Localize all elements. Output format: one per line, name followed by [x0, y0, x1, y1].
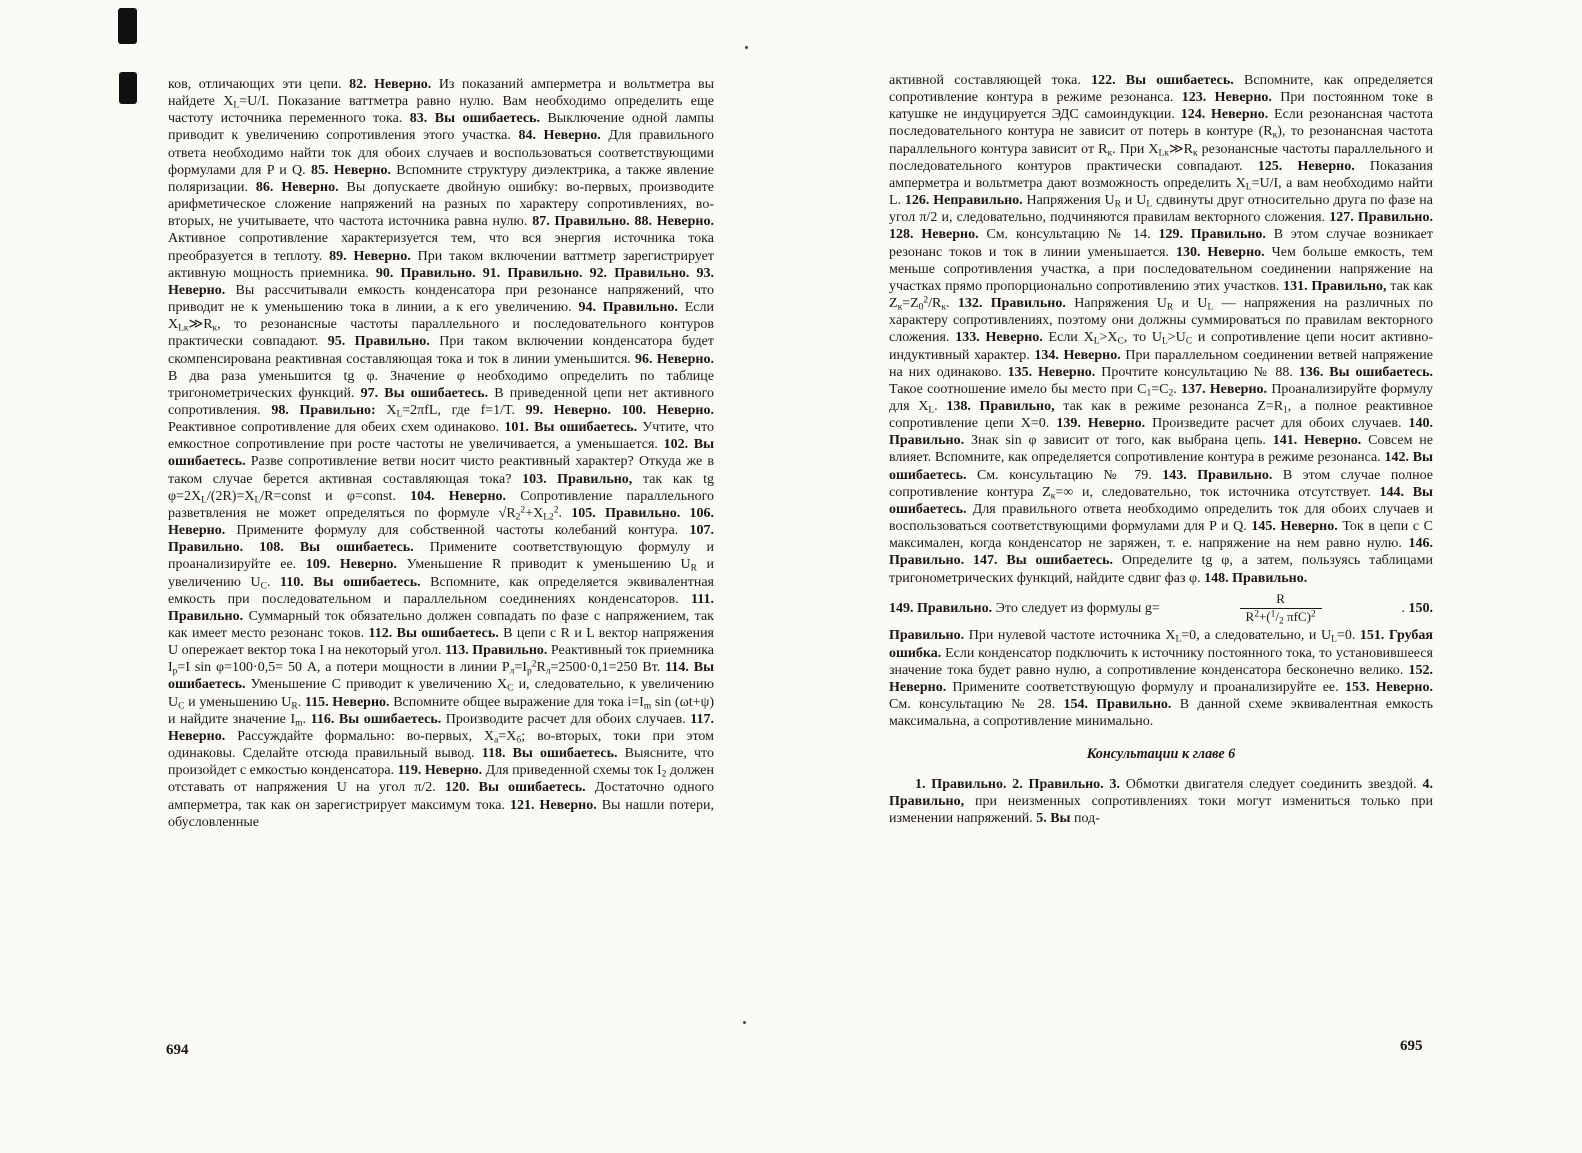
scan-artifact: [119, 72, 137, 104]
scan-speck: [745, 46, 748, 49]
left-page-number: 694: [166, 1042, 189, 1058]
section-heading: Консультации к главе 6: [1086, 746, 1236, 763]
formula-prefix: 149. Правильно. Это следует из формулы g=: [889, 600, 1160, 616]
formula-line-149: [889, 591, 1433, 626]
consultations-paragraph: 1. Правильно. 2. Правильно. 3. Обмотки двигателя следует соединить звездой. 4. Правильно, при неизменных сопротивлениях токи могут измениться только при изменении напряжений. 5. Вы под-: [889, 776, 1433, 826]
formula-suffix: . 150.: [1401, 600, 1433, 616]
right-page-number: 695: [1400, 1038, 1423, 1054]
right-page-text-after-formula: Правильно. При нулевой частоте источника $X_L=0$, а следовательно, и $U_L=0$. 151. Грубая ошибка. Если конденсатор подключить к источнику постоянного тока, то установившееся значение тока будет равно нулю, а сопротивление конденсатора бесконечно велико. 152. Неверно. Примените соответствующую формулу и проанализируйте ее. 153. Неверно. См. консультацию № 28. 154. Правильно. В данной схеме эквивалентная емкость максимальна, а сопротивление минимально.: [889, 628, 1433, 730]
left-page-text: ков, отличающих эти цепи. 82. Неверно. Из показаний амперметра и вольтметра вы найдете $X_L=U/I$. Показание ваттметра равно нулю. Вам необходимо определить еще частоту источника переменного тока. 83. Вы ошибаетесь. Выключение одной лампы приводит к увеличению сопротивления этого участка. 84. Неверно. Для правильного ответа необходимо найти ток для обоих случаев и воспользоваться соответствующими формулами для P и Q. 85. Неверно. Вспомните структуру диэлектрика, а также явление поляризации. 86. Неверно. Вы допускаете двойную ошибку: во-первых, производите арифметическое сложение напряжений на разных по характеру сопротивлениях, во-вторых, не учитываете, что частота источника равна нулю. 87. Правильно. 88. Неверно. Активное сопротивление характеризуется тем, что вся энергия источника тока преобразуется в теплоту. 89. Неверно. При таком включении ваттметр зарегистрирует активную мощность приемника. 90. Правильно. 91. Правильно. 92. Правильно. 93. Неверно. Вы рассчитывали емкость конденсатора при резонансе напряжений, что приводит не к уменьшению тока в линии, а к его увеличению. 94. Правильно. Если $X_{Lк}≫R_к$, то резонансные частоты параллельного и последовательного контуров практически совпадают. 95. Правильно. При таком включении конденсатора будет скомпенсирована реактивная составляющая тока и ток в линии уменьшится. 96. Неверно. В два раза уменьшится tg φ. Значение φ необходимо определить по таблице тригонометрических функций. 97. Вы ошибаетесь. В приведенной цепи нет активного сопротивления. 98. Правильно: $X_L=2\pi fL$, где f=1/T. 99. Неверно. 100. Неверно. Реактивное сопротивление для обеих схем одинаково. 101. Вы ошибаетесь. Учтите, что емкостное сопротивление при росте частоты не увеличивается, а уменьшается. 102. Вы ошибаетесь. Разве сопротивление ветви носит чисто реактивный характер? Откуда же в таком случае берется активная составляющая тока? 103. Правильно, так как tg $\varphi=2X_L/(2R)=X_L/R=const$ и φ=const. 104. Неверно. Сопротивление параллельного разветвления не может определяться по формуле $√R_2^2+X_{L2}^2$. 105. Правильно. 106. Неверно. Примените формулу для собственной частоты колебаний контура. 107. Правильно. 108. Вы ошибаетесь. Примените соответствующую формулу и проанализируйте ее. 109. Неверно. Уменьшение R приводит к уменьшению $U_R$ и увеличению $U_C$. 110. Вы ошибаетесь. Вспомните, как определяется эквивалентная емкость при последовательном и параллельном соединениях конденсаторов. 111. Правильно. Суммарный ток обязательно должен совпадать по фазе с напряжением, так как имеет место резонанс токов. 112. Вы ошибаетесь. В цепи с R и L вектор напряжения U опережает вектор тока I на некоторый угол. 113. Правильно. Реактивный ток приемника $I_р=I$ sin φ=100·0,5= 50 А, а потери мощности в линии $P_л=I_р^2R_л=2500\cdot 0,1=250$ Вт. 114. Вы ошибаетесь. Уменьшение C приводит к увеличению $X_C$ и, следовательно, к увеличению $U_C$ и уменьшению $U_R$. 115. Неверно. Вспомните общее выражение для тока $i=I_m$ sin (ωt+ψ) и найдите значение $I_m$. 116. Вы ошибаетесь. Производите расчет для обоих случаев. 117. Неверно. Рассуждайте формально: во-первых, $X_а=X_б$; во-вторых, токи при этом одинаковы. Сделайте отсюда правильный вывод. 118. Вы ошибаетесь. Выясните, что произойдет с емкостью конденсатора. 119. Неверно. Для приведенной схемы ток $I_2$ должен отставать от напряжения U на угол π/2. 120. Вы ошибаетесь. Достаточно одного амперметра, так как он зарегистрирует максимум тока. 121. Неверно. Вы нашли потери, обусловленные: [168, 77, 715, 830]
scan-artifact: [118, 8, 137, 44]
left-page-column: [168, 76, 714, 831]
fraction-denominator: $R^2+(^1/_2$ πfC)$^2$: [1240, 608, 1322, 626]
right-page-column: [889, 72, 1433, 827]
fraction: [1240, 591, 1322, 626]
fraction-numerator: R: [1276, 590, 1285, 606]
scan-speck: [743, 1021, 746, 1024]
right-page-text-before-formula: активной составляющей тока. 122. Вы ошибаетесь. Вспомните, как определяется сопротивление контура в режиме резонанса. 123. Неверно. При постоянном токе в катушке не индуцируется ЭДС самоиндукции. 124. Неверно. Если резонансная частота последовательного контура не зависит от потерь в контуре $(R_к)$, то резонансная частота параллельного контура зависит от $R_к$. При $X_{Lк}≫R_к$ резонансные частоты параллельного и последовательного контуров практически совпадают. 125. Неверно. Показания амперметра и вольтметра дают возможность определить $X_L=U/I$, а вам необходимо найти L. 126. Неправильно. Напряжения $U_R$ и $U_L$ сдвинуты друг относительно друга по фазе на угол π/2 и, следовательно, подчиняются правилам векторного сложения. 127. Правильно. 128. Неверно. См. консультацию № 14. 129. Правильно. В этом случае возникает резонанс токов и ток в линии уменьшается. 130. Неверно. Чем больше емкость, тем меньше сопротивления участка, а при последовательном соединении напряжение на участках прямо пропорционально сопротивлению этих участков. 131. Правильно, так как $Z_к=Z_0^2/R_к$. 132. Правильно. Напряжения $U_R$ и $U_L$ — напряжения на различных по характеру сопротивлениях, поэтому они должны суммироваться по правилам векторного сложения. 133. Неверно. Если $X_L>X_C$, то $U_L>U_C$ и сопротивление цепи носит активно-индуктивный характер. 134. Неверно. При параллельном соединении ветвей напряжение на них одинаково. 135. Неверно. Прочтите консультацию № 88. 136. Вы ошибаетесь. Такое соотношение имело бы место при $C_1=C_2$. 137. Неверно. Проанализируйте формулу для $X_L$. 138. Правильно, так как в режиме резонанса $Z=R_1$, а полное реактивное сопротивление цепи X=0. 139. Неверно. Произведите расчет для обоих случаев. 140. Правильно. Знак sin φ зависит от того, как выбрана цепь. 141. Неверно. Совсем не влияет. Вспомните, как определяется сопротивление контура в режиме резонанса. 142. Вы ошибаетесь. См. консультацию № 79. 143. Правильно. В этом случае полное сопротивление контура $Z_к=\infty$ и, следовательно, ток источника отсутствует. 144. Вы ошибаетесь. Для правильного ответа необходимо определить ток для обоих случаев и воспользоваться соответствующими формулами для P и Q. 145. Неверно. Ток в цепи с C максимален, когда конденсатор не заряжен, т. е. напряжение на нем равно нулю. 146. Правильно. 147. Вы ошибаетесь. Определите tg φ, а затем, пользуясь таблицами тригонометрических функций, найдите сдвиг фаз φ. 148. Правильно.: [889, 73, 1434, 586]
